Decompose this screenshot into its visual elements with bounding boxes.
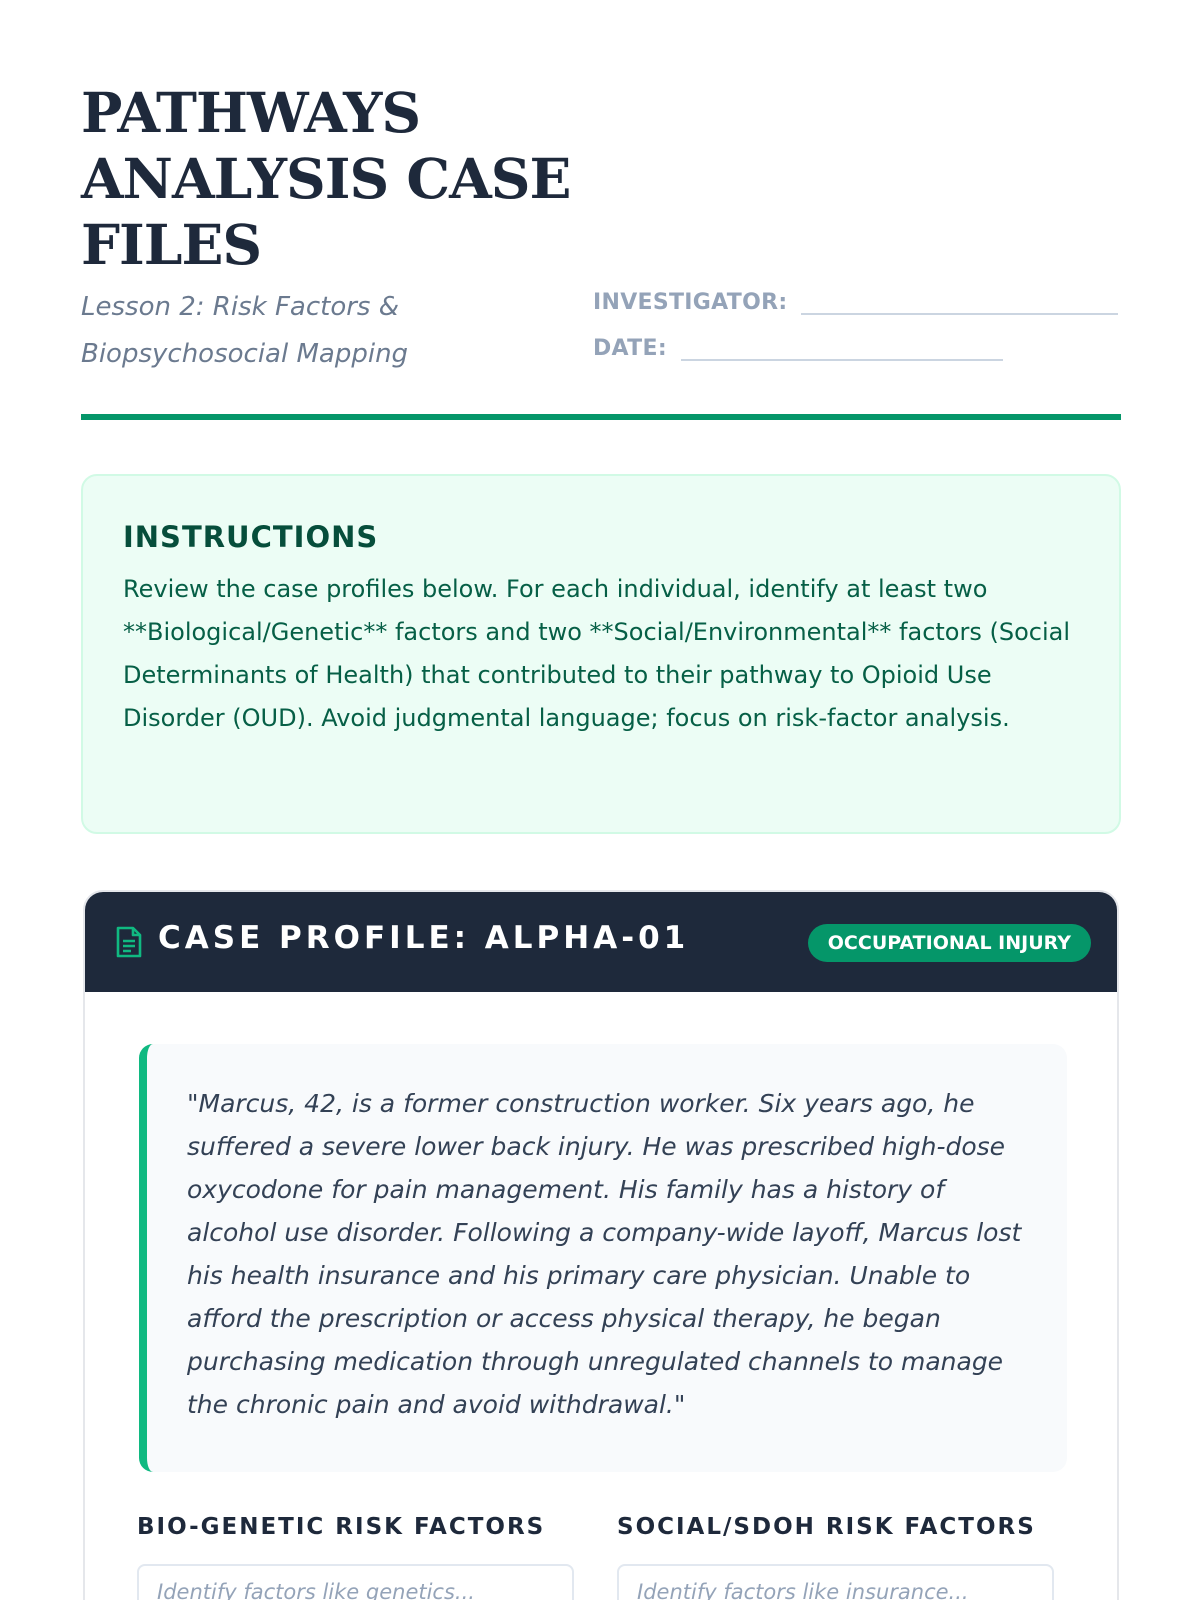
case-category-badge: OCCUPATIONAL INJURY <box>808 924 1091 962</box>
social-sdoh-heading: SOCIAL/SDOH RISK FACTORS <box>617 1514 1036 1540</box>
bio-genetic-heading: BIO-GENETIC RISK FACTORS <box>137 1514 546 1540</box>
page-title: PATHWAYS ANALYSIS CASE FILES <box>81 80 571 277</box>
instructions-box <box>81 474 1121 834</box>
header-divider <box>81 414 1121 420</box>
instructions-title: INSTRUCTIONS <box>123 520 379 554</box>
date-label: DATE: <box>593 336 667 361</box>
investigator-row <box>593 290 1118 315</box>
case-profile-card <box>83 890 1119 1600</box>
bio-genetic-input[interactable] <box>137 1564 574 1600</box>
instructions-body: Review the case profiles below. For each individual, identify at least two **Biological/Genetic** factors and two **Social/Environmental** factors (Social Determinants of Health) that contributed to their pathway to Opioid Use Disorder (OUD). Avoid judgmental language; focus on risk-factor analysis. <box>123 575 1071 732</box>
case-title: CASE PROFILE: ALPHA-01 <box>158 920 690 956</box>
investigator-label: INVESTIGATOR: <box>593 290 788 315</box>
case-narrative-text: "Marcus, 42, is a former construction worker. Six years ago, he suffered a severe lower back injury. He was prescribed high-dose oxycodone for pain management. His family has a history of alcohol use disorder. Following a company-wide layoff, Marcus lost his health insurance and his primary care physician. Unable to afford the prescription or access physical therapy, he began purchasing medication through unregulated channels to manage the chronic pain and avoid withdrawal." <box>187 1089 1022 1419</box>
social-sdoh-input[interactable] <box>617 1564 1054 1600</box>
date-field[interactable] <box>681 337 1003 361</box>
page-subtitle: Lesson 2: Risk Factors & Biopsychosocial Mapping <box>81 292 409 369</box>
case-header <box>85 892 1117 992</box>
investigator-field[interactable] <box>801 291 1118 315</box>
case-narrative <box>139 1044 1067 1472</box>
document-icon <box>115 926 143 958</box>
date-row <box>593 336 1003 361</box>
worksheet-header <box>81 80 1121 420</box>
